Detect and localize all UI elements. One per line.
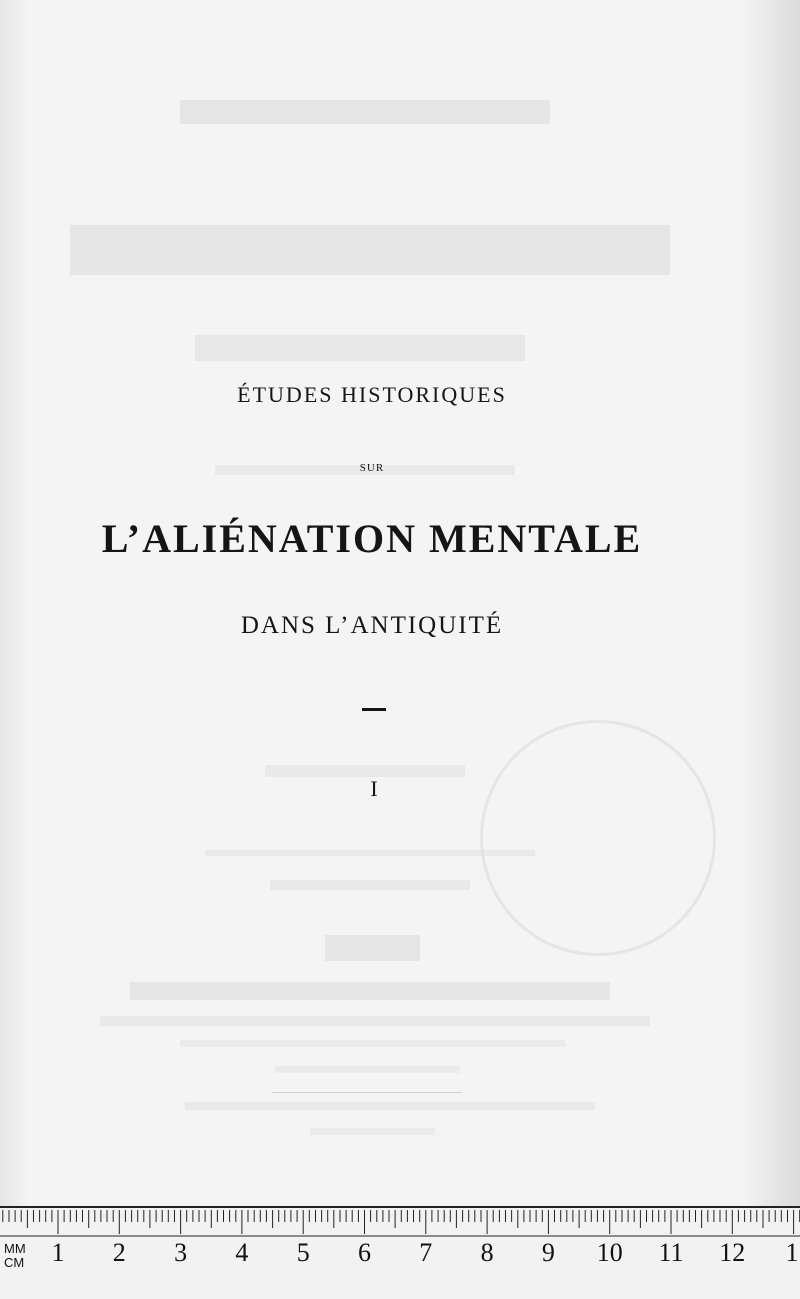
- title-line-sur: SUR: [359, 462, 385, 474]
- measurement-ruler: [0, 1206, 800, 1299]
- ruler-number: 4: [235, 1238, 249, 1267]
- ruler-unit-cm: CM: [4, 1255, 25, 1270]
- ruler-number: 10: [596, 1238, 623, 1267]
- ruler-number: 11: [658, 1238, 684, 1267]
- title-line-etudes-historiques: ÉTUDES HISTORIQUES: [237, 382, 507, 407]
- ruler-number: 1: [51, 1238, 65, 1267]
- main-title-alienation-mentale: L’ALIÉNATION MENTALE: [101, 516, 643, 561]
- ruler-number: 9: [541, 1238, 555, 1267]
- ruler-number: 1: [785, 1238, 799, 1267]
- ruler-number: 7: [419, 1238, 433, 1267]
- ruler-number: 8: [480, 1238, 494, 1267]
- ruler-unit-mm: MM: [4, 1241, 26, 1256]
- title-line-dans-antiquite: DANS L’ANTIQUITÉ: [240, 612, 504, 639]
- ruler-number: 3: [174, 1238, 188, 1267]
- ruler-number: 6: [358, 1238, 371, 1267]
- ruler-number: 5: [296, 1238, 310, 1267]
- title-dash-separator: [362, 708, 386, 711]
- volume-number: I: [370, 776, 378, 801]
- ruler-number: 12: [719, 1238, 746, 1267]
- ruler-number: 2: [112, 1238, 126, 1267]
